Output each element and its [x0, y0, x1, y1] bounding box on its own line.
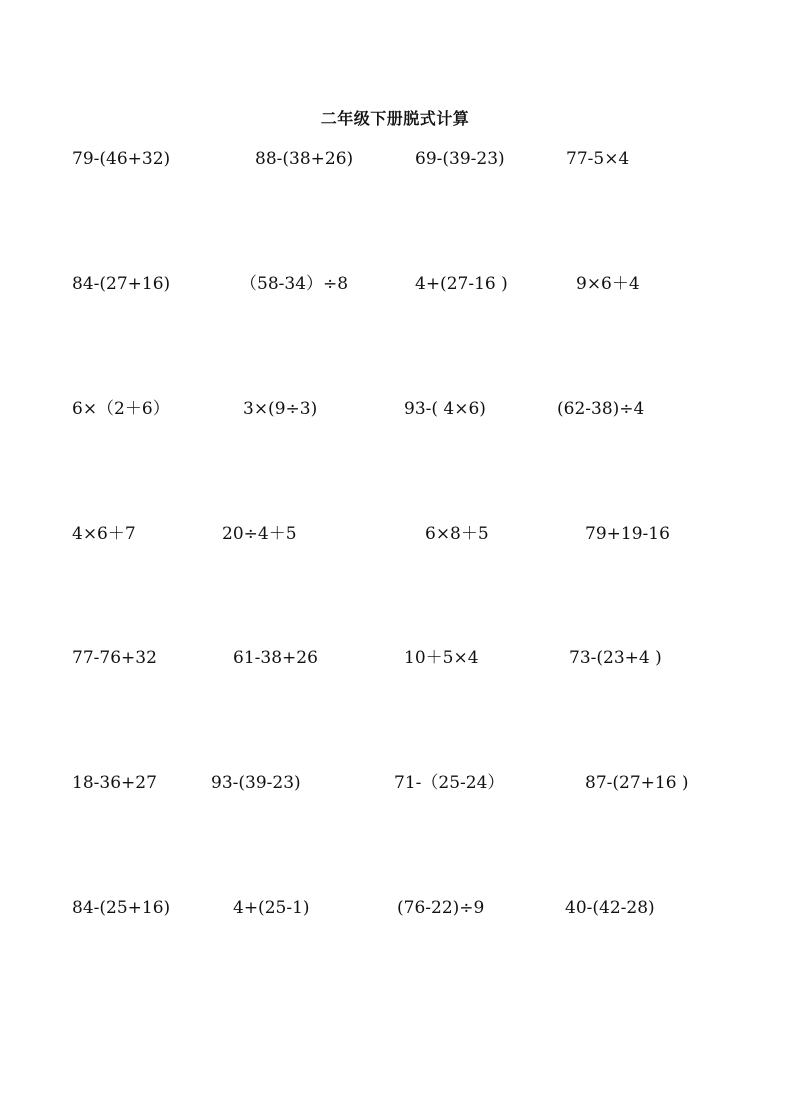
problem-r6-c1: 18-36+27: [72, 773, 157, 793]
problem-r3-c2: 3×(9÷3): [243, 399, 318, 419]
problem-r6-c2: 93-(39-23): [211, 773, 301, 793]
problem-r5-c2: 61-38+26: [233, 648, 318, 668]
problem-r6-c3: 71-（25-24）: [394, 773, 505, 793]
problem-r4-c1: 4×6＋7: [72, 524, 136, 544]
problem-r7-c3: (76-22)÷9: [397, 898, 485, 918]
problem-r6-c4: 87-(27+16 ): [585, 773, 689, 793]
problem-r3-c3: 93-( 4×6): [404, 399, 486, 419]
problem-r1-c1: 79-(46+32): [72, 149, 171, 169]
problem-r2-c2: （58-34）÷8: [240, 274, 349, 294]
problem-r3-c1: 6×（2＋6）: [72, 399, 170, 419]
problem-r4-c3: 6×8＋5: [425, 524, 489, 544]
problem-r5-c1: 77-76+32: [72, 648, 157, 668]
problem-r2-c1: 84-(27+16): [72, 274, 171, 294]
problem-r5-c4: 73-(23+4 ): [569, 648, 662, 668]
worksheet-title: 二年级下册脱式计算: [320, 109, 470, 128]
problem-r7-c2: 4+(25-1): [233, 898, 310, 918]
problem-r2-c4: 9×6＋4: [576, 274, 640, 294]
problem-r2-c3: 4+(27-16 ): [415, 274, 508, 294]
problem-r5-c3: 10＋5×4: [404, 648, 479, 668]
problem-r7-c4: 40-(42-28): [565, 898, 655, 918]
problem-r4-c4: 79+19-16: [585, 524, 670, 544]
problem-r7-c1: 84-(25+16): [72, 898, 171, 918]
problem-r3-c4: (62-38)÷4: [557, 399, 645, 419]
problem-r4-c2: 20÷4＋5: [222, 524, 297, 544]
problem-r1-c2: 88-(38+26): [255, 149, 354, 169]
problem-r1-c4: 77-5×4: [566, 149, 630, 169]
problem-r1-c3: 69-(39-23): [415, 149, 505, 169]
